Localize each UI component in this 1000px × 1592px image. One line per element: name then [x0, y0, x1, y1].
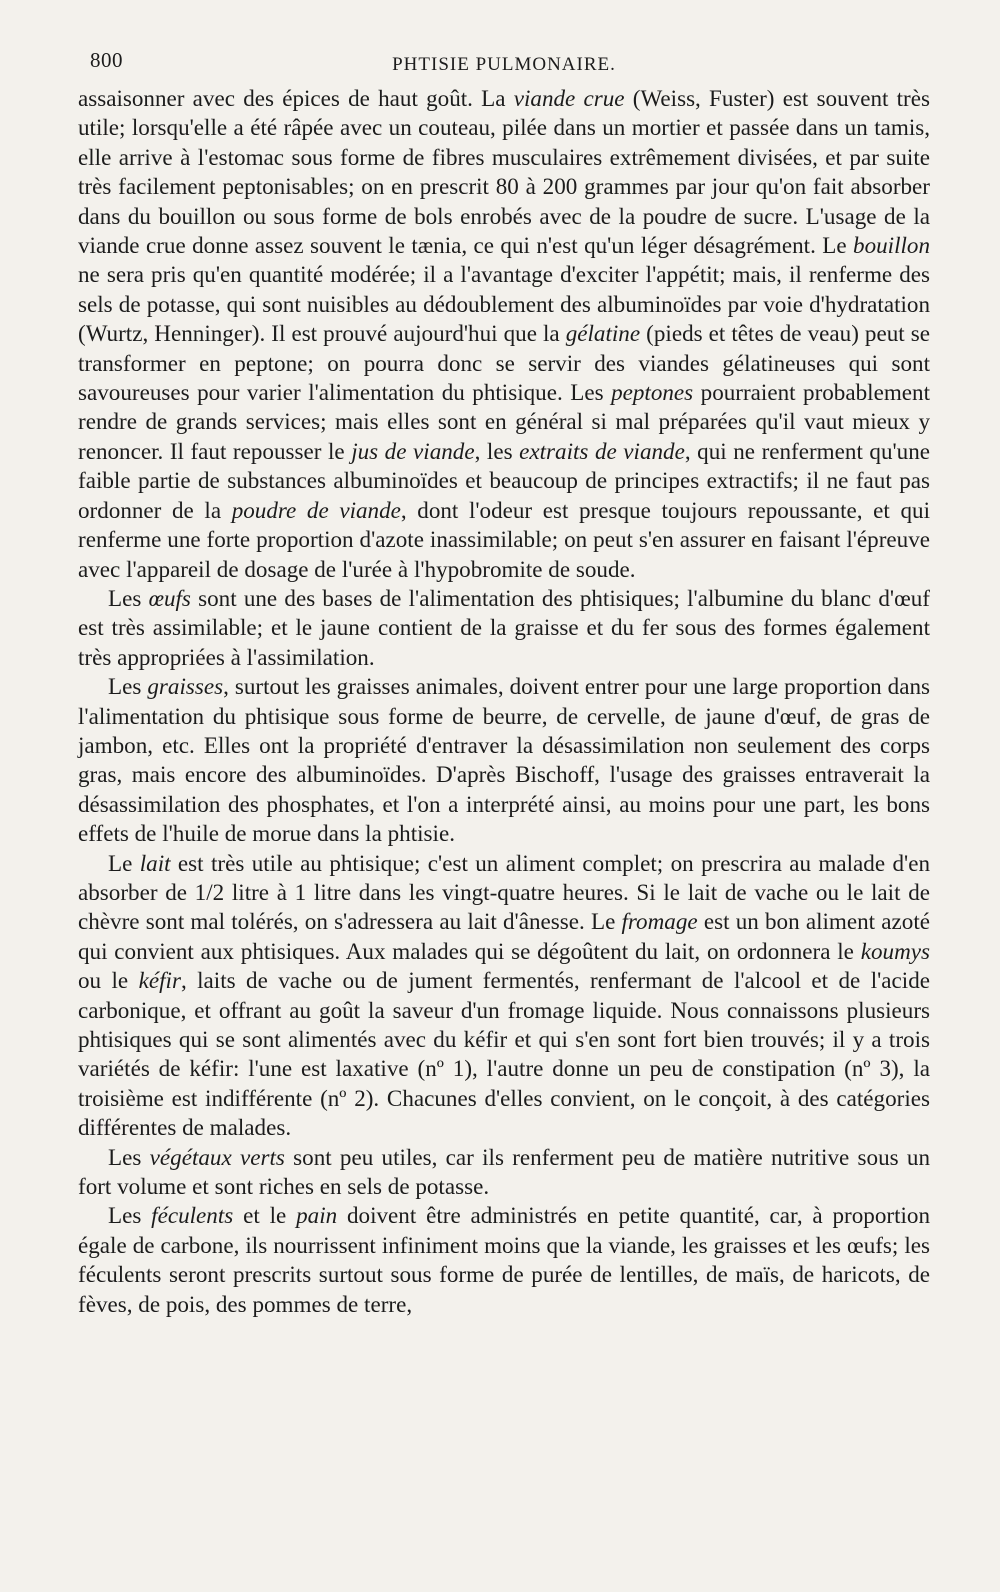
text-run: et le — [233, 1202, 297, 1229]
running-head — [78, 44, 930, 90]
italic-term: gélatine — [565, 320, 641, 347]
italic-term: viande crue — [513, 85, 625, 111]
text-run: pourraient probablement rendre de grands services; mais elles sont en général si mal préparées qu'il vaut mieux y renoncer. Il faut repousser le — [78, 379, 930, 464]
text-run: , les — [474, 437, 520, 464]
text-run: , dont l'odeur est presque toujours repoussante, et qui renferme une forte proportion d'azote inassimilable; on peut s'en assurer en faisant l'épreuve avec l'appareil de dosage de l'urée à l'hypobromite de soude. — [78, 496, 930, 582]
text-run: Les — [108, 1202, 152, 1229]
text-run: (Weiss, Fuster) est souvent très utile; lorsqu'elle a été râpée avec un couteau, pilée dans un mortier et passée dans un tamis, elle arrive à l'estomac sous forme de fibres musculaires extrêmement divisées, et par suite très facilement peptonisables; on en prescrit 80 à 200 grammes par jour qu'on fait absorber dans du bouillon ou sous forme de bols enrobés avec de la poudre de sucre. L'usage de la viande crue donne assez souvent le tænia, ce qui n'est qu'un léger désagrément. Le — [78, 85, 930, 259]
text-run: Le — [108, 849, 140, 876]
italic-term: graisses — [147, 673, 224, 700]
text-run: , laits de vache ou de jument fermentés, renfermant de l'alcool et de l'acide carbonique, et offrant au goût la saveur d'un fromage liquide. Nous connaissons plusieurs phtisiques qui se sont alimentés avec du kéfir et qui s'en sont fort bien trouvés; il y a trois variétés de kéfir: l'une est laxative (nº 1), l'autre donne un peu de constipation (nº 3), la troisième est indifférente (nº 2). Chacunes d'elles convient, on le conçoit, à des catégories différentes de malades. — [78, 967, 930, 1141]
paragraph — [78, 1201, 930, 1319]
italic-term: bouillon — [853, 232, 930, 259]
italic-term: kéfir — [138, 967, 181, 994]
italic-term: œufs — [148, 584, 191, 611]
text-run: , surtout les graisses animales, doivent entrer pour une large proportion dans l'alimentation du phtisique sous forme de beurre, de cervelle, de jaune d'œuf, de gras de jambon, etc. Elles ont la propriété d'entraver la désassimilation non seulement des corps gras, mais encore des albuminoïdes. D'après Bischoff, l'usage des graisses entraverait la désassimilation des phosphates, et l'on a interprété ainsi, au moins pour une part, les bons effets de l'huile de morue dans la phtisie. — [78, 673, 931, 847]
paragraph — [78, 1143, 930, 1202]
paragraph — [78, 849, 930, 1143]
italic-term: végétaux verts — [149, 1143, 285, 1170]
italic-term: koumys — [860, 937, 930, 964]
text-run: sont peu utiles, car ils renferment peu de matière nutritive sous un fort volume et sont riches en sels de potasse. — [78, 1143, 930, 1200]
page-number: 800 — [90, 48, 123, 72]
italic-term: peptones — [611, 379, 694, 406]
body-text — [78, 84, 930, 1319]
text-run: est un bon aliment azoté qui convient aux phtisiques. Aux malades qui se dégoûtent du lait, on ordonnera le — [78, 908, 930, 964]
text-run: Les — [108, 1143, 150, 1170]
italic-term: poudre de viande — [231, 496, 401, 523]
italic-term: lait — [139, 849, 171, 876]
text-run: Les — [108, 673, 148, 700]
paragraph — [78, 584, 930, 672]
text-run: Les — [108, 584, 149, 611]
text-run: , qui ne renferment qu'une faible partie de substances albuminoïdes et beaucoup de principes extractifs; il ne faut pas ordonner de la — [78, 437, 931, 523]
paragraph — [78, 672, 930, 848]
italic-term: jus de viande — [351, 437, 475, 464]
text-run: est très utile au phtisique; c'est un aliment complet; on prescrira au malade d'en absorber de 1/2 litre à 1 litre dans les vingt-quatre heures. Si le lait de vache ou le lait de chèvre sont mal tolérés, on s'adressera au lait d'ânesse. Le — [78, 849, 930, 935]
italic-term: pain — [296, 1202, 338, 1229]
text-run: assaisonner avec des épices de haut goût. La — [78, 85, 514, 111]
paragraph — [78, 84, 930, 584]
italic-term: féculents — [151, 1202, 234, 1229]
italic-term: fromage — [621, 908, 698, 935]
text-run: (pieds et têtes de veau) peut se transformer en peptone; on pourra donc se servir des viandes gélatineuses qui sont savoureuses pour varier l'alimentation du phtisique. Les — [78, 320, 930, 406]
italic-term: extraits de viande — [519, 437, 685, 464]
text-run: doivent être administrés en petite quantité, car, à proportion égale de carbone, ils nourrissent infiniment moins que la viande, les graisses et les œufs; les féculents seront prescrits surtout sous forme de purée de lentilles, de maïs, de haricots, de fèves, de pois, des pommes de terre, — [78, 1202, 930, 1317]
running-title: PHTISIE PULMONAIRE. — [392, 54, 616, 75]
text-run: ou le — [78, 967, 139, 994]
text-run: sont une des bases de l'alimentation des phtisiques; l'albumine du blanc d'œuf est très assimilable; et le jaune contient de la graisse et du fer sous des formes également très appropriées à l'assimilation. — [78, 584, 930, 670]
text-run: ne sera pris qu'en quantité modérée; il a l'avantage d'exciter l'appétit; mais, il renferme des sels de potasse, qui sont nuisibles au dédoublement des albuminoïdes par voie d'hydratation (Wurtz, Henninger). Il est prouvé aujourd'hui que la — [78, 261, 930, 347]
